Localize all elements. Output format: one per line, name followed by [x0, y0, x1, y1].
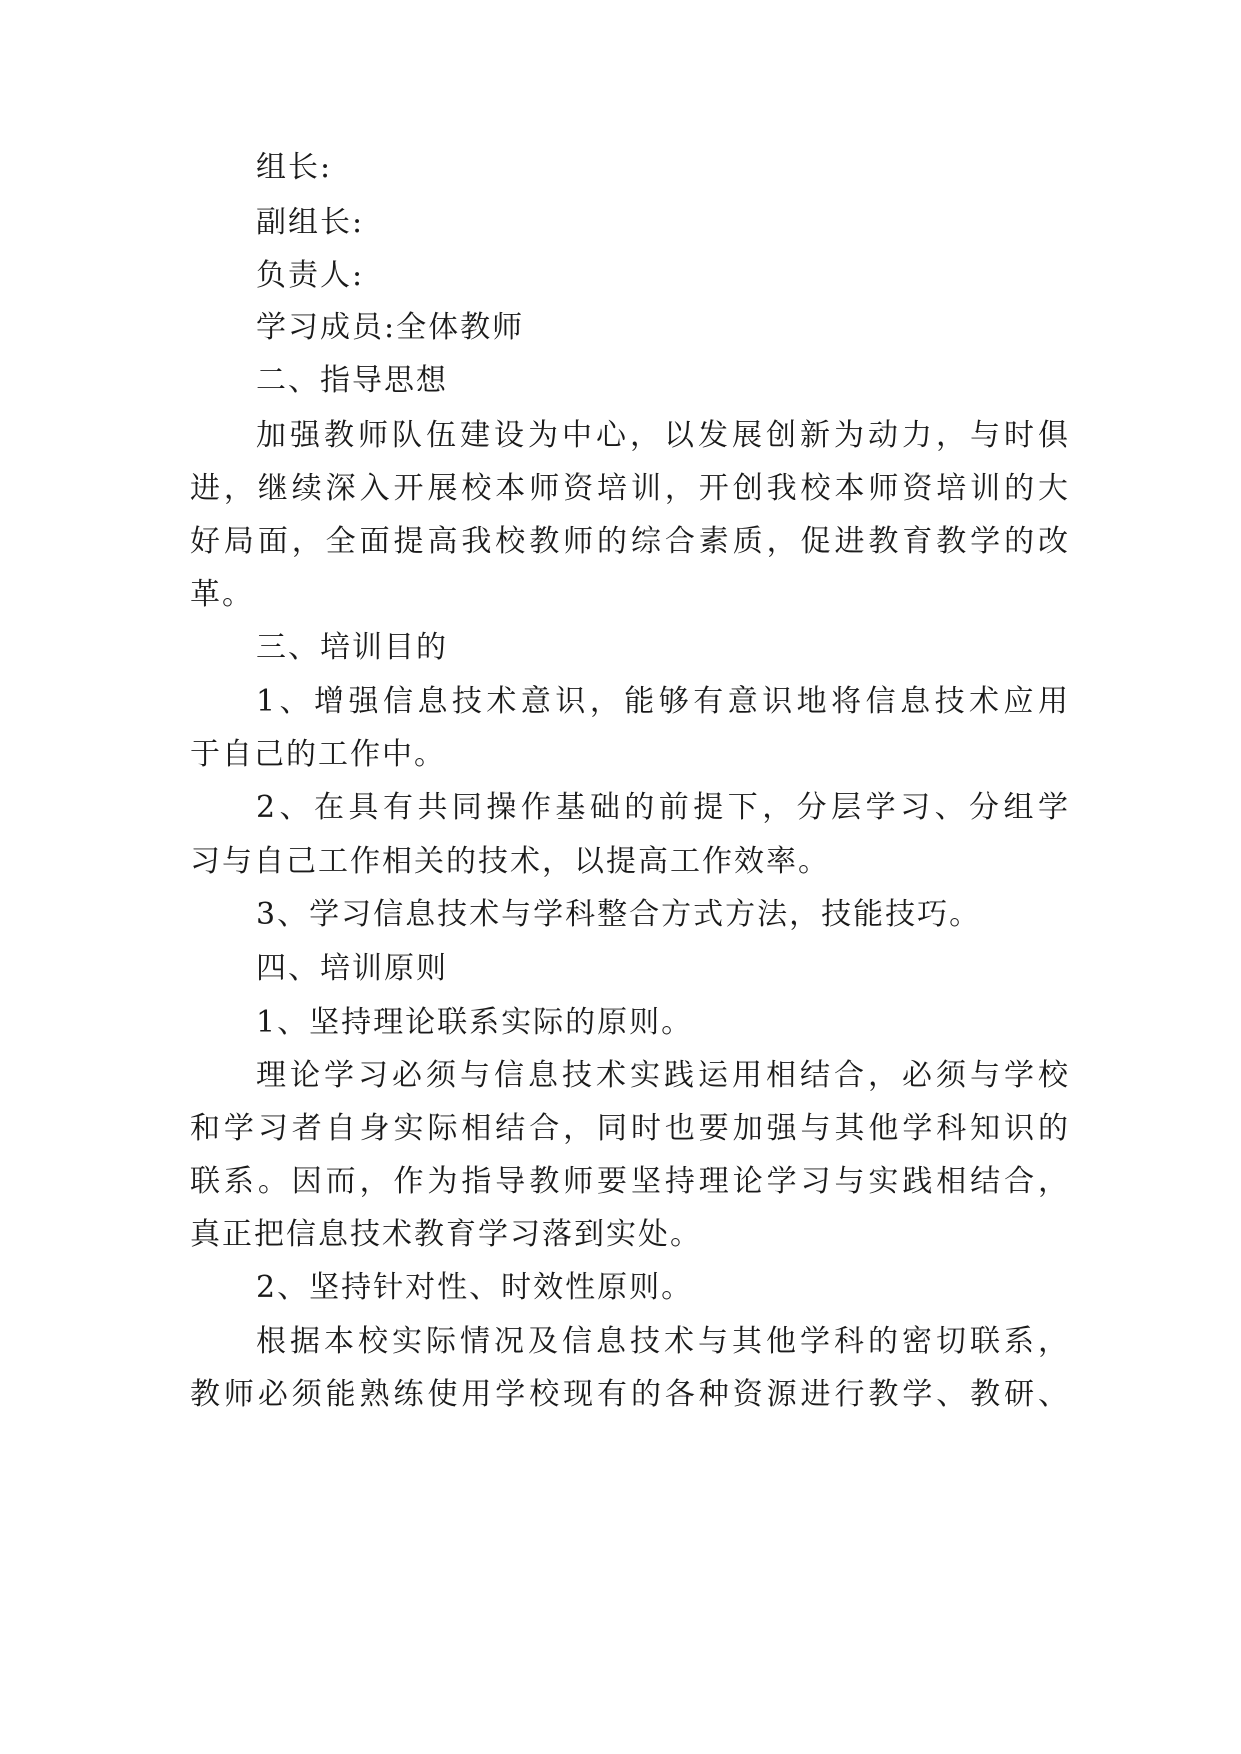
- paragraph-line: 进，继续深入开展校本师资培训，开创我校本师资培训的大: [190, 471, 1070, 506]
- paragraph-line: 理论学习必须与信息技术实践运用相结合，必须与学校: [256, 1058, 1070, 1093]
- paragraph-line: 1、坚持理论联系实际的原则。: [256, 1005, 694, 1040]
- paragraph-line: 2、在具有共同操作基础的前提下，分层学习、分组学: [256, 790, 1070, 825]
- paragraph-line: 根据本校实际情况及信息技术与其他学科的密切联系，: [256, 1324, 1070, 1359]
- paragraph-line: 于自己的工作中。: [190, 737, 446, 772]
- text-line-person-in-charge: 负责人:: [256, 258, 365, 293]
- text-line-deputy-leader: 副组长:: [256, 205, 365, 240]
- section-heading-guiding-ideology: 二、指导思想: [256, 363, 448, 398]
- text-line-group-leader: 组长:: [256, 150, 333, 185]
- paragraph-line: 教师必须能熟练使用学校现有的各种资源进行教学、教研、: [190, 1377, 1070, 1412]
- paragraph-line: 真正把信息技术教育学习落到实处。: [190, 1217, 702, 1252]
- text-line-members: 学习成员:全体教师: [256, 310, 525, 345]
- paragraph-line: 好局面，全面提高我校教师的综合素质，促进教育教学的改: [190, 524, 1070, 559]
- paragraph-line: 1、增强信息技术意识，能够有意识地将信息技术应用: [256, 684, 1070, 719]
- paragraph-line: 习与自己工作相关的技术，以提高工作效率。: [190, 844, 830, 879]
- section-heading-training-goals: 三、培训目的: [256, 630, 448, 665]
- section-heading-training-principles: 四、培训原则: [256, 951, 448, 986]
- paragraph-line: 3、学习信息技术与学科整合方式方法，技能技巧。: [256, 897, 982, 932]
- paragraph-line: 和学习者自身实际相结合，同时也要加强与其他学科知识的: [190, 1111, 1070, 1146]
- paragraph-line: 联系。因而，作为指导教师要坚持理论学习与实践相结合，: [190, 1164, 1070, 1199]
- paragraph-line: 2、坚持针对性、时效性原则。: [256, 1270, 694, 1305]
- paragraph-line: 革。: [190, 577, 254, 612]
- paragraph-line: 加强教师队伍建设为中心，以发展创新为动力，与时俱: [256, 418, 1070, 453]
